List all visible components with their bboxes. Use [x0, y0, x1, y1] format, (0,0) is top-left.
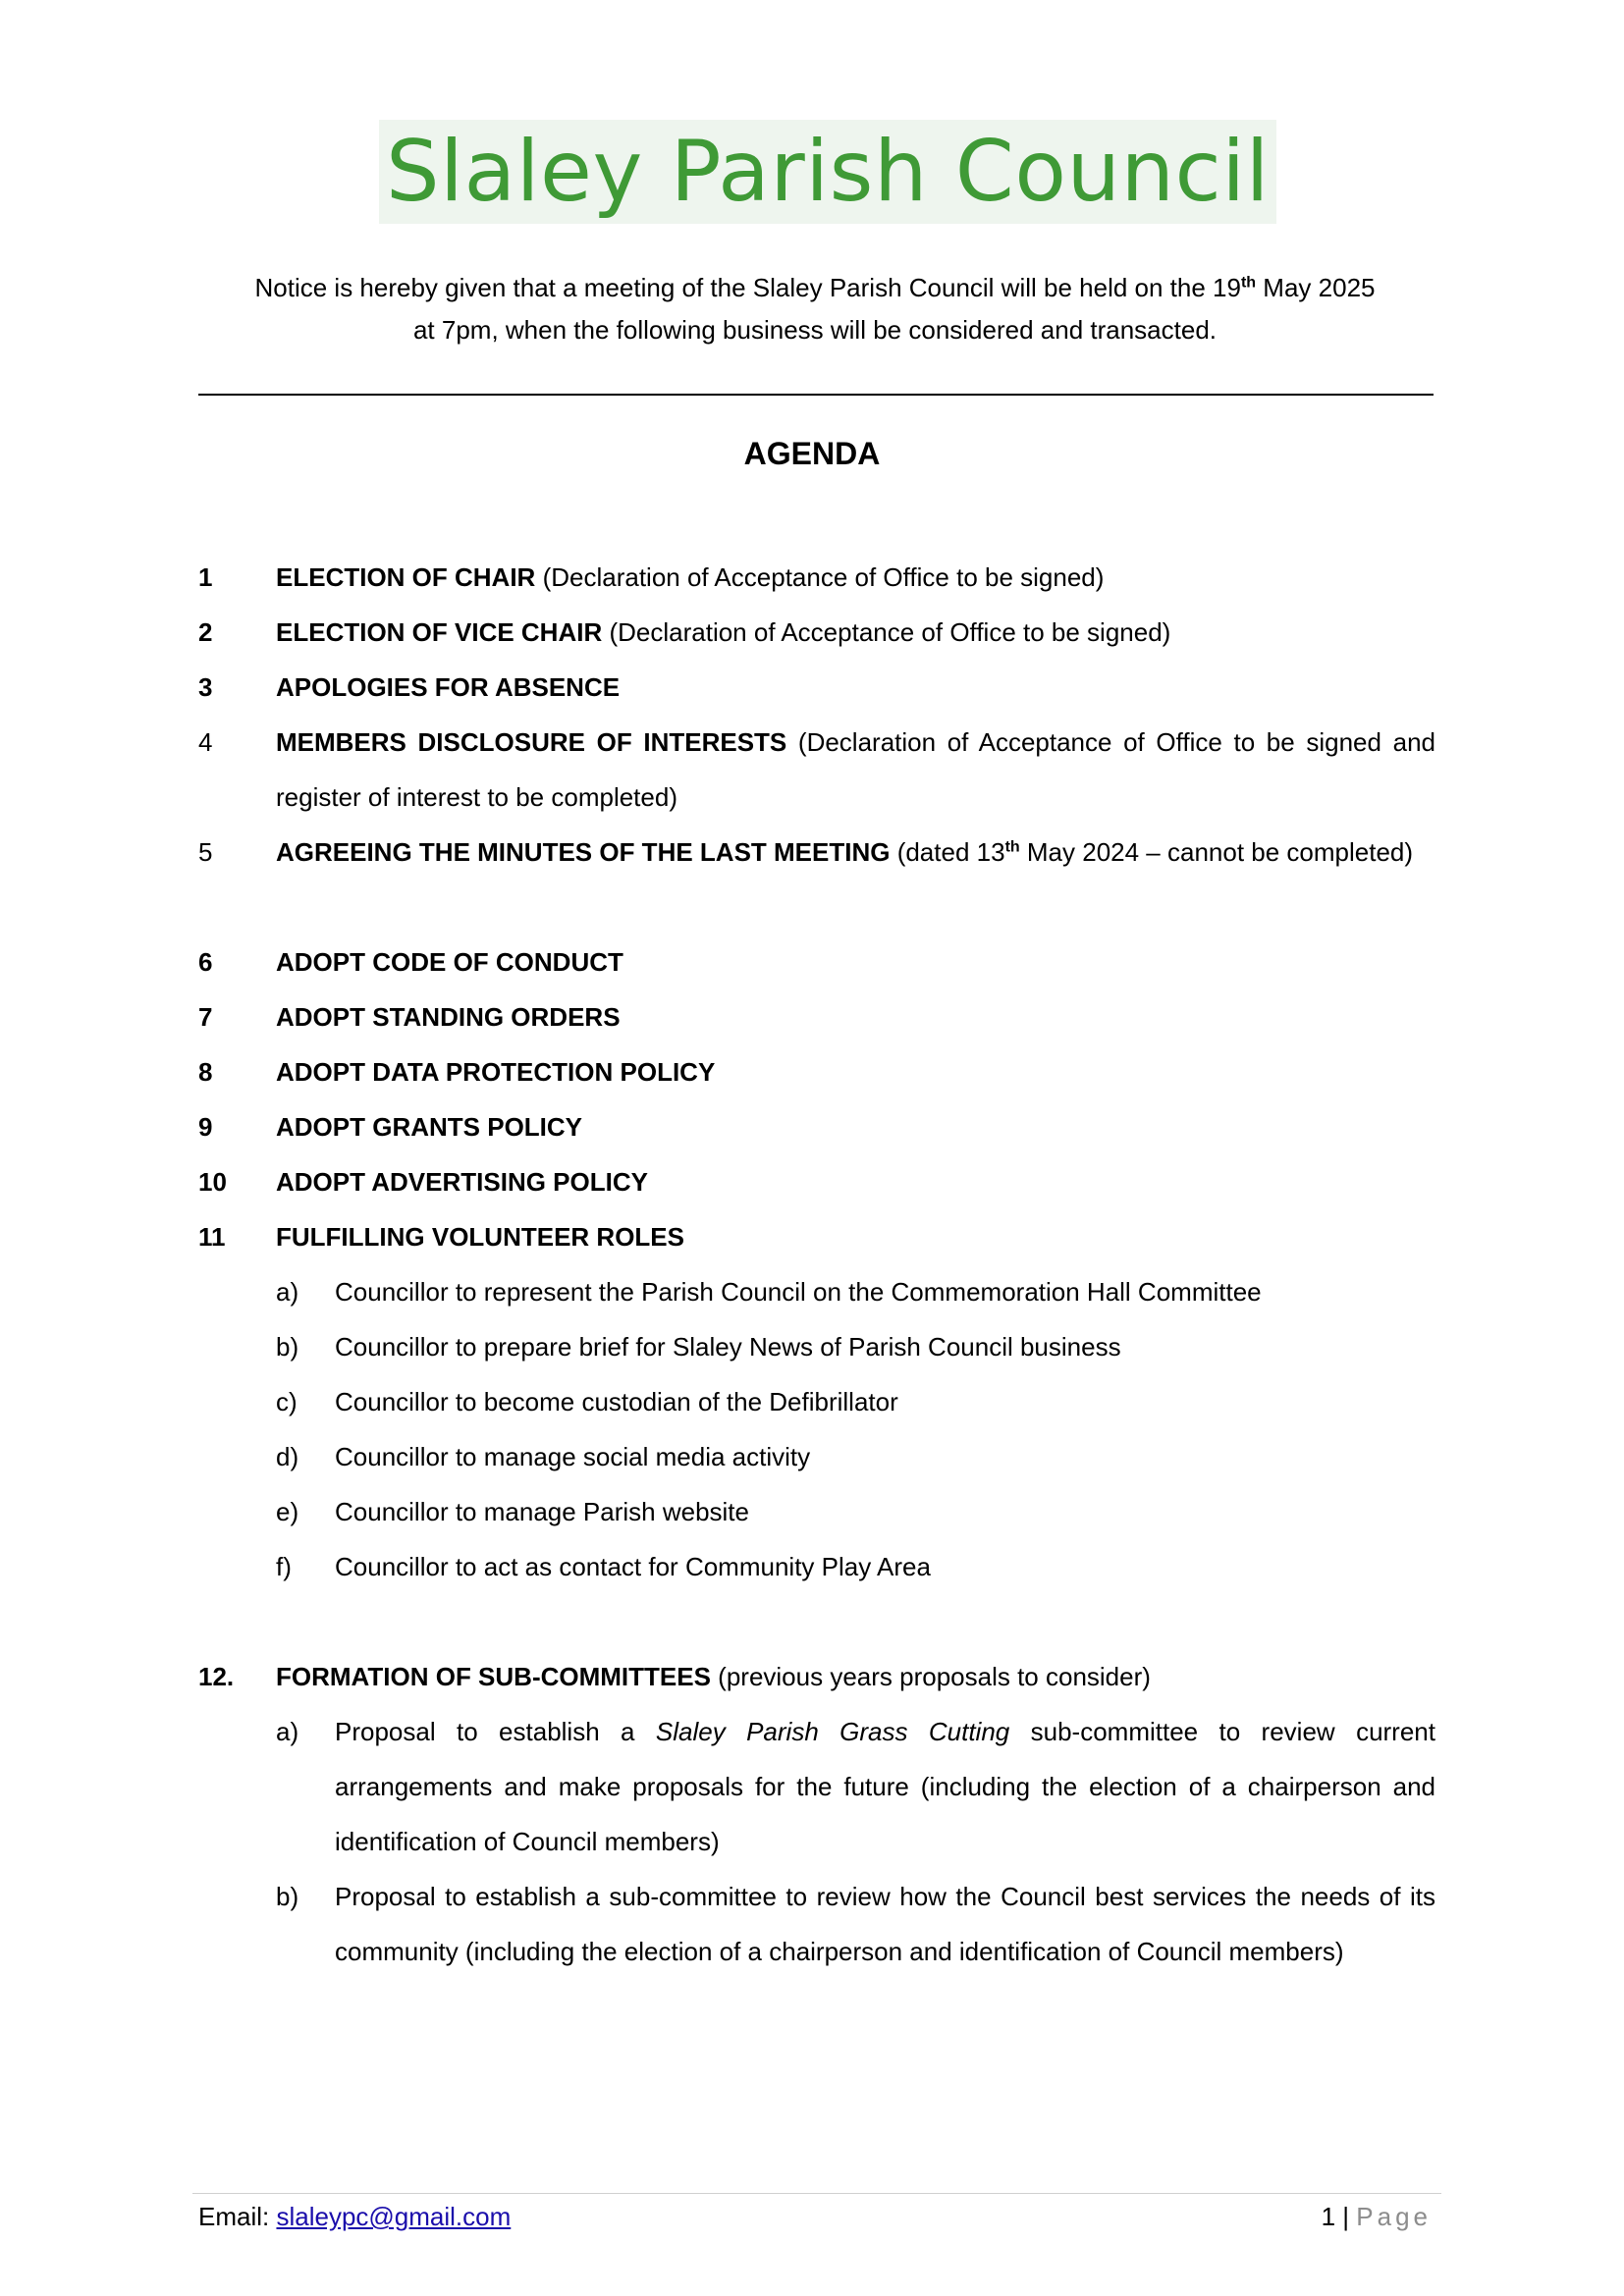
item-title: FULFILLING VOLUNTEER ROLES [276, 1222, 684, 1252]
sub-item-text: Councillor to prepare brief for Slaley News of Parish Council business [335, 1332, 1121, 1362]
item-number: 1 [198, 562, 213, 592]
sub-item-letter: f) [276, 1552, 292, 1581]
item-note-end: May 2024 – cannot be completed) [1019, 837, 1414, 867]
page-indicator [1322, 2199, 1432, 2234]
item-note: (Declaration of Acceptance of Office to be signed and register of interest to be completed) [276, 727, 1435, 812]
item-number: 8 [198, 1057, 213, 1087]
sub-item-letter: a) [276, 1717, 299, 1746]
item-number: 6 [198, 947, 213, 977]
sub-item-text: Councillor to represent the Parish Council on the Commemoration Hall Committee [335, 1277, 1262, 1307]
sub-item-text: Councillor to act as contact for Community Play Area [335, 1552, 931, 1581]
item-number: 2 [198, 617, 213, 647]
item-title: ADOPT DATA PROTECTION POLICY [276, 1057, 716, 1087]
page-separator: | [1335, 2202, 1357, 2231]
item-title: ADOPT STANDING ORDERS [276, 1002, 621, 1032]
item-title: AGREEING THE MINUTES OF THE LAST MEETING [276, 837, 891, 867]
item-date-suffix: th [1004, 838, 1020, 856]
item-number: 11 [198, 1222, 226, 1252]
council-banner [379, 120, 1276, 224]
sub-item-letter: b) [276, 1882, 299, 1911]
item-title: APOLOGIES FOR ABSENCE [276, 672, 621, 702]
item-number: 10 [198, 1167, 227, 1197]
item-title: ADOPT ADVERTISING POLICY [276, 1167, 648, 1197]
page-word: Page [1356, 2202, 1432, 2231]
sub-item-text: Councillor to manage Parish website [335, 1497, 749, 1526]
sub-item-letter: b) [276, 1332, 299, 1362]
sub-committee-name: Slaley Parish Grass Cutting [655, 1717, 1010, 1746]
item-number: 3 [198, 672, 213, 702]
email-label: Email: [198, 2202, 277, 2231]
item-number: 5 [198, 837, 213, 867]
sub-item-text: Councillor to manage social media activity [335, 1442, 811, 1471]
council-name: Slaley Parish Council [385, 123, 1271, 221]
item-title: ADOPT CODE OF CONDUCT [276, 947, 623, 977]
notice-line1-text: Notice is hereby given that a meeting of the Slaley Parish Council will be held on the 19 [254, 273, 1241, 302]
item-title: ADOPT GRANTS POLICY [276, 1112, 583, 1142]
item-note: (previous years proposals to consider) [710, 1662, 1151, 1691]
item-note: (Declaration of Acceptance of Office to be signed) [535, 562, 1105, 592]
sub-item-text-start: Proposal to establish a [335, 1717, 656, 1746]
item-number: 4 [198, 727, 213, 757]
sub-item-letter: c) [276, 1387, 298, 1416]
item-number: 7 [198, 1002, 213, 1032]
item-note-start: (dated 13 [890, 837, 1005, 867]
item-title: MEMBERS DISCLOSURE OF INTERESTS [276, 727, 787, 757]
meeting-notice [187, 267, 1443, 351]
item-title: ELECTION OF VICE CHAIR [276, 617, 603, 647]
sub-item-text-end: sub-committee to review current arrangements and make proposals for the future (including the election of a chairperson and identification of Council members) [335, 1717, 1435, 1856]
footer-email [198, 2199, 511, 2234]
header-divider [198, 394, 1434, 396]
item-title: ELECTION OF CHAIR [276, 562, 536, 592]
sub-item-text: Proposal to establish a sub-committee to review how the Council best services the needs of its community (including the election of a chairperson and identification of Council members) [335, 1882, 1435, 1966]
notice-line2-text: at 7pm, when the following business will be considered and transacted. [412, 315, 1218, 345]
item-note: (Declaration of Acceptance of Office to be signed) [602, 617, 1171, 647]
notice-date-suffix: th [1240, 274, 1257, 292]
notice-line1-end: May 2025 [1256, 273, 1376, 302]
item-title: FORMATION OF SUB-COMMITTEES [276, 1662, 711, 1691]
sub-item-text: Councillor to become custodian of the Defibrillator [335, 1387, 898, 1416]
email-link[interactable]: slaleypc@gmail.com [276, 2202, 512, 2231]
sub-item-letter: d) [276, 1442, 299, 1471]
sub-item-letter: a) [276, 1277, 299, 1307]
agenda-heading: AGENDA [743, 436, 881, 471]
sub-item-letter: e) [276, 1497, 299, 1526]
item-number: 9 [198, 1112, 213, 1142]
item-number: 12. [198, 1662, 235, 1691]
page-number: 1 [1321, 2202, 1336, 2231]
footer-divider [192, 2193, 1441, 2194]
